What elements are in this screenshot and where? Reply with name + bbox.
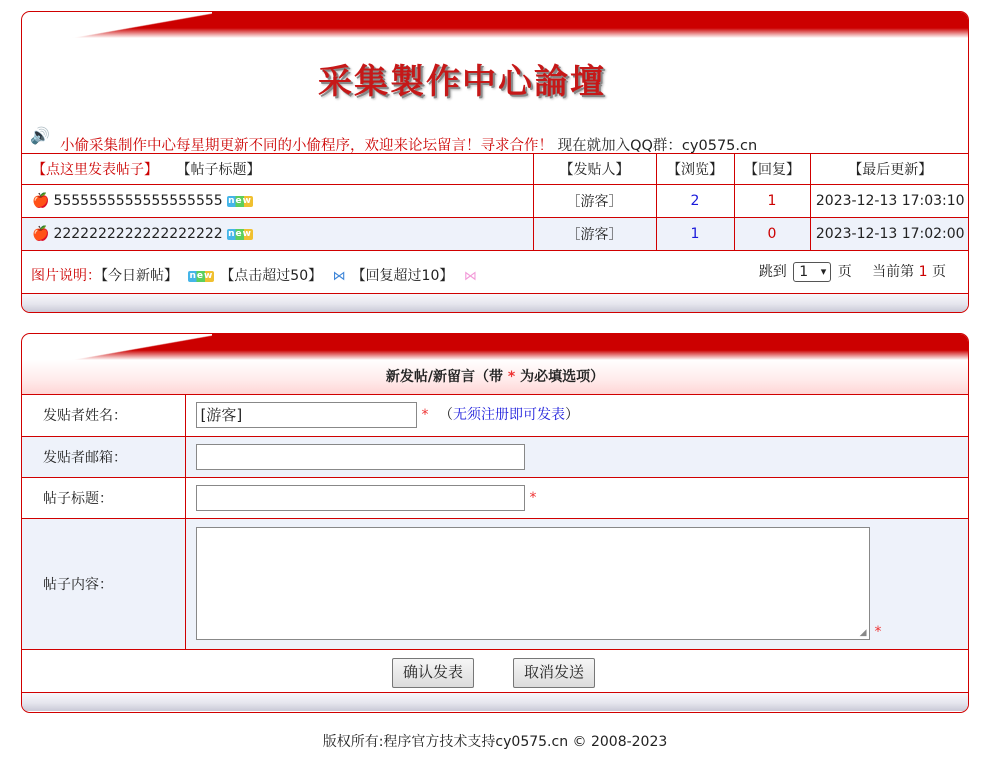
new-badge-icon: new — [228, 228, 252, 239]
forum-logo: 采集製作中心論壇 — [318, 62, 606, 102]
name-label: 发贴者姓名： — [22, 395, 185, 436]
name-hint-open: （ — [438, 407, 453, 424]
legend-label: 图片说明： — [31, 268, 101, 284]
title-field-cell — [185, 477, 969, 518]
required-mark: * — [874, 624, 882, 640]
page-unit: 页 — [837, 264, 852, 280]
form-heading-pre: 新发帖/新留言（带 — [385, 369, 504, 385]
notice-red-text: 小偷采集制作中心每星期更新不同的小偷程序，欢迎来论坛留言！寻求合作！ — [60, 138, 553, 154]
legend-bar — [22, 251, 968, 294]
hot-clicks-icon: ⋈ — [332, 269, 346, 284]
form-row-title — [22, 477, 969, 518]
resize-grip-icon[interactable]: ◢ — [859, 628, 867, 638]
legend-over50: 【点击超过50】 — [220, 268, 323, 284]
legend-today: 【今日新帖】 — [101, 268, 178, 284]
footer-copyright: 版权所有:程序官方技术支持cy0575.cn © 2008-2023 — [322, 734, 668, 750]
current-page-prefix: 当前第 — [872, 264, 915, 280]
forum-panel — [21, 11, 969, 313]
new-badge-icon: new — [228, 195, 252, 206]
title-input[interactable] — [196, 485, 525, 511]
form-row-email — [22, 436, 969, 477]
post-form-table — [22, 395, 969, 650]
submit-button[interactable]: 确认发表 — [392, 658, 474, 688]
column-replies: 【回复】 — [734, 154, 810, 185]
header-title-cell — [22, 154, 533, 185]
thread-views: 1 — [656, 218, 734, 251]
column-last-update: 【最后更新】 — [810, 154, 969, 185]
chevron-down-icon: ▾ — [820, 265, 827, 278]
hot-replies-icon: ⋈ — [463, 269, 477, 284]
thread-author: ［游客］ — [533, 218, 656, 251]
speaker-icon: 🔊 — [30, 126, 50, 145]
logo-area — [22, 38, 968, 102]
legend-over10: 【回复超过10】 — [351, 268, 454, 284]
table-row[interactable] — [22, 218, 969, 251]
notice-bar — [22, 98, 968, 154]
thread-icon: 🍎 — [32, 226, 50, 242]
thread-table-header — [22, 154, 969, 185]
title-label: 帖子标题： — [22, 477, 185, 518]
notice-text — [60, 134, 757, 155]
form-buttons — [22, 650, 968, 693]
content-textarea[interactable] — [196, 527, 870, 640]
panel-bottom-band — [22, 693, 968, 711]
new-badge-icon: new — [189, 270, 214, 281]
pager — [759, 261, 946, 282]
content-label: 帖子内容： — [22, 518, 185, 649]
thread-last-update: 2023-12-13 17:03:10 — [810, 185, 969, 218]
name-hint-close: ） — [564, 407, 579, 424]
thread-title-link[interactable]: 5555555555555555555 — [53, 193, 223, 209]
required-mark: * — [529, 489, 537, 506]
thread-replies: 1 — [734, 185, 810, 218]
column-title: 【帖子标题】 — [176, 162, 261, 178]
thread-title-cell — [22, 218, 533, 251]
name-input[interactable]: [游客] — [196, 402, 417, 428]
form-heading — [22, 360, 968, 395]
email-input[interactable] — [196, 444, 525, 470]
email-label: 发贴者邮箱： — [22, 436, 185, 477]
thread-icon: 🍎 — [32, 193, 50, 209]
content-field-cell — [185, 518, 969, 649]
thread-table — [22, 154, 969, 251]
form-row-content — [22, 518, 969, 649]
notice-qq-text: 现在就加入QQ群：cy0575.cn — [557, 138, 758, 154]
post-form-panel — [21, 333, 969, 713]
form-heading-post: 为必填选项） — [520, 369, 605, 385]
column-author: 【发贴人】 — [533, 154, 656, 185]
thread-views: 2 — [656, 185, 734, 218]
panel-top-band — [22, 334, 968, 360]
current-page-number: 1 — [918, 264, 928, 280]
form-row-name — [22, 395, 969, 436]
page-select-value: 1 — [799, 264, 809, 280]
thread-author: ［游客］ — [533, 185, 656, 218]
current-page-suffix: 页 — [932, 264, 946, 280]
legend-left — [31, 265, 483, 285]
required-mark: * — [421, 407, 429, 424]
cancel-button[interactable]: 取消发送 — [513, 658, 595, 688]
thread-title-link[interactable]: 2222222222222222222 — [53, 226, 223, 242]
thread-title-cell — [22, 185, 533, 218]
register-hint-link[interactable]: 无须注册即可发表 — [452, 407, 565, 424]
panel-bottom-band — [22, 294, 968, 312]
panel-top-band — [22, 12, 968, 38]
table-row[interactable] — [22, 185, 969, 218]
email-field-cell — [185, 436, 969, 477]
thread-replies: 0 — [734, 218, 810, 251]
thread-last-update: 2023-12-13 17:02:00 — [810, 218, 969, 251]
post-new-link[interactable]: 【点这里发表帖子】 — [32, 162, 158, 178]
column-views: 【浏览】 — [656, 154, 734, 185]
name-field-cell — [185, 395, 969, 436]
form-heading-star: * — [507, 369, 516, 385]
jump-label: 跳到 — [758, 264, 787, 280]
page-select[interactable] — [793, 262, 831, 282]
